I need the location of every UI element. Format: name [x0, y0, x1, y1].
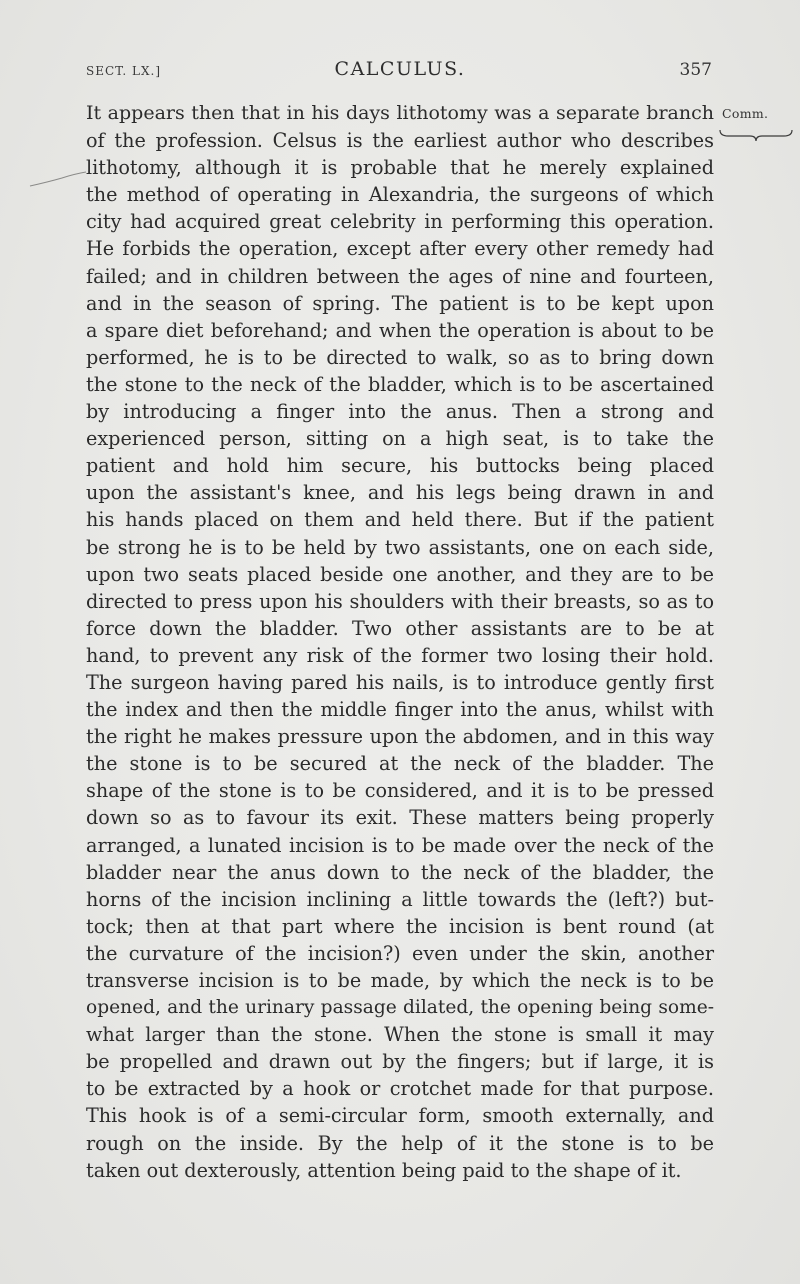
text-line: experienced person, sitting on a high seat, is to take the — [86, 427, 714, 451]
text-line: transverse incision is to be made, by which the neck is to be — [86, 969, 714, 992]
text-line: be propelled and drawn out by the fingers; but if large, it is — [86, 1050, 714, 1074]
section-reference: SECT. LX.] — [86, 64, 162, 78]
text-line: failed; and in children between the ages of nine and fourteen, — [86, 264, 714, 288]
text-line: This hook is of a semi-circular form, smooth externally, and — [86, 1104, 714, 1128]
text-line: of the profession. Celsus is the earliest author who describes — [86, 129, 714, 153]
text-line: shape of the stone is to be considered, and it is to be pressed — [86, 779, 714, 803]
text-line: upon the assistant's knee, and his legs being drawn in and — [86, 481, 714, 505]
pencil-mark-icon — [28, 170, 88, 190]
text-line: He forbids the operation, except after every other remedy had — [86, 237, 714, 261]
text-line: and in the season of spring. The patient is to be kept upon — [86, 291, 714, 315]
text-line: the stone is to be secured at the neck of the bladder. The — [86, 752, 714, 776]
running-head — [86, 58, 714, 86]
text-line: city had acquired great celebrity in performing this operation. — [86, 210, 714, 234]
text-line: performed, he is to be directed to walk, so as to bring down — [86, 345, 714, 369]
text-line: down so as to favour its exit. These matters being properly — [86, 806, 714, 830]
text-line: the method of operating in Alexandria, the surgeons of which — [86, 183, 714, 207]
text-line: lithotomy, although it is probable that he merely explained — [86, 156, 714, 180]
text-line: to be extracted by a hook or crotchet made for that purpose. — [86, 1077, 714, 1101]
page-title: CALCULUS. — [334, 58, 466, 80]
text-line: hand, to prevent any risk of the former two losing their hold. — [86, 643, 714, 667]
text-line: bladder near the anus down to the neck of the bladder, the — [86, 860, 714, 884]
margin-note-commentary: Comm. — [722, 106, 769, 121]
text-line: force down the bladder. Two other assistants are to be at — [86, 616, 714, 640]
text-line: upon two seats placed beside one another, and they are to be — [86, 562, 714, 586]
text-line: by introducing a finger into the anus. Then a strong and — [86, 400, 714, 424]
text-line: the stone to the neck of the bladder, which is to be ascertained — [86, 372, 714, 396]
text-line: the index and then the middle finger into the anus, whilst with — [86, 698, 714, 722]
text-line: patient and hold him secure, his buttocks being placed — [86, 454, 714, 478]
text-line: rough on the inside. By the help of it the stone is to be — [86, 1131, 714, 1155]
text-line: the curvature of the incision?) even under the skin, another — [86, 941, 714, 965]
text-line: arranged, a lunated incision is to be made over the neck of the — [86, 833, 714, 857]
text-line: his hands placed on them and held there. But if the patient — [86, 508, 714, 532]
text-line: taken out dexterously, attention being paid to the shape of it. — [86, 1158, 682, 1182]
text-line: The surgeon having pared his nails, is to introduce gently first — [86, 670, 714, 694]
text-line: what larger than the stone. When the stone is small it may — [86, 1023, 714, 1047]
margin-brace-icon — [718, 128, 794, 142]
text-line: opened, and the urinary passage dilated, the opening being some- — [86, 997, 714, 1019]
text-line: horns of the incision inclining a little towards the (left?) but- — [86, 887, 714, 911]
text-line: directed to press upon his shoulders with their breasts, so as to — [86, 589, 714, 613]
text-line: tock; then at that part where the incision is bent round (at — [86, 914, 714, 938]
body-text — [86, 100, 714, 1184]
text-line: It appears then that in his days lithotomy was a separate branch — [86, 102, 714, 124]
text-line: the right he makes pressure upon the abdomen, and in this way — [86, 725, 714, 749]
text-line: be strong he is to be held by two assistants, one on each side, — [86, 535, 714, 559]
page-number: 357 — [679, 60, 712, 80]
text-line: a spare diet beforehand; and when the operation is about to be — [86, 318, 714, 342]
